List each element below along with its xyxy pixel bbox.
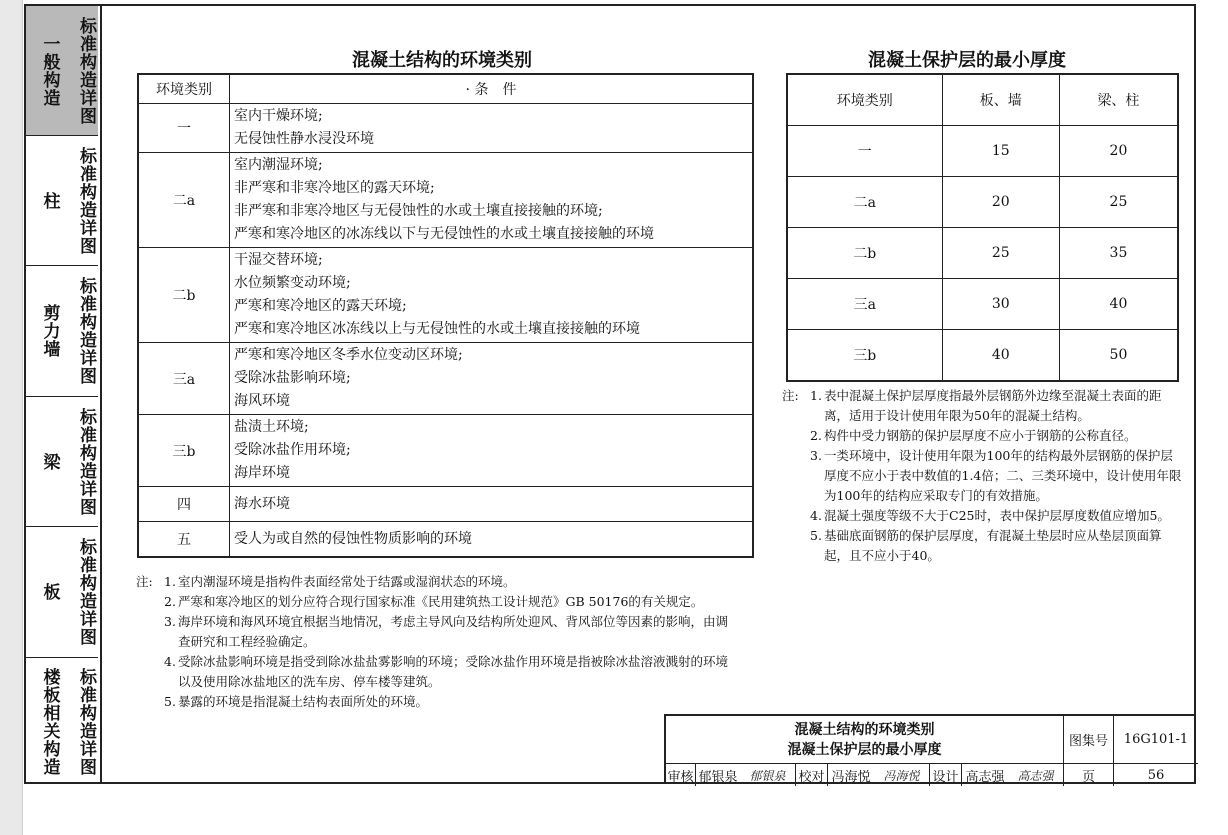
note-indent <box>136 652 164 692</box>
condition-line: 非严寒和非寒冷地区与无侵蚀性的水或土壤直接接触的环境; <box>234 203 603 219</box>
sidebar-tab-label: 板 <box>39 583 60 601</box>
condition-line: 无侵蚀性静水浸没环境 <box>234 131 374 147</box>
sidebar-tab-sublabel: 标准构造详图 <box>76 277 96 385</box>
sidebar-tab-sublabel: 标准构造详图 <box>76 146 96 255</box>
table-header-cell: 板、墙 <box>942 74 1059 126</box>
condition-line: 受除冰盐作用环境; <box>234 442 351 458</box>
table-cell: 三a <box>787 279 942 330</box>
table-cell: 40 <box>942 330 1059 382</box>
title-block <box>664 714 1196 784</box>
note-item <box>136 572 736 592</box>
condition-line: 海岸环境 <box>234 465 290 481</box>
sidebar-tab-beam[interactable] <box>26 397 98 527</box>
condition-line: 严寒和寒冷地区冰冻线以上与无侵蚀性的水或土壤直接接触的环境 <box>234 321 640 337</box>
sidebar-tab-column[interactable] <box>26 136 98 266</box>
note-number: 3. <box>810 448 822 463</box>
sidebar-tab-shear-wall[interactable] <box>26 266 98 397</box>
table-row <box>787 330 1178 382</box>
sidebar-tab-sublabel: 标准构造详图 <box>76 407 96 516</box>
env-category-cell: 四 <box>138 487 230 522</box>
sidebar-tab-sublabel: 标准构造详图 <box>76 16 96 125</box>
note-number: 3. <box>164 614 176 629</box>
note-text: 海岸环境和海风环境宜根据当地情况，考虑主导风向及结构所处迎风、背风部位等因素的影响，由调查研究和工程经验确定。 <box>178 614 729 649</box>
note-number: 1. <box>810 388 822 403</box>
condition-line: 受人为或自然的侵蚀性物质影响的环境 <box>234 530 472 547</box>
drawing-title <box>666 716 1064 764</box>
condition-line: 严寒和寒冷地区冬季水位变动区环境; <box>234 347 463 363</box>
sidebar-tab-general[interactable] <box>26 6 98 136</box>
env-condition-cell <box>230 248 754 343</box>
table-row <box>138 415 753 487</box>
env-category-cell: 五 <box>138 522 230 558</box>
table-row <box>787 126 1178 177</box>
table-cell: 20 <box>1059 126 1178 177</box>
designer-signature: 高志强 <box>1008 764 1064 786</box>
condition-line: 水位频繁变动环境; <box>234 275 351 291</box>
table-cell: 40 <box>1059 279 1178 330</box>
note-indent <box>782 446 810 506</box>
note-item <box>782 426 1182 446</box>
designer-name: 高志强 <box>965 769 1005 785</box>
design-label: 设计 <box>930 764 962 786</box>
check-label: 校对 <box>796 764 828 786</box>
atlas-number: 16G101-1 <box>1114 716 1198 764</box>
env-category-cell: 一 <box>138 104 230 153</box>
env-condition-cell <box>230 343 754 415</box>
env-condition-cell <box>230 104 754 153</box>
env-condition-cell <box>230 415 754 487</box>
note-item <box>782 506 1182 526</box>
note-text: 室内潮湿环境是指构件表面经常处于结露或湿润状态的环境。 <box>178 574 516 589</box>
sidebar-tab-label: 一般构造 <box>39 34 60 107</box>
sidebar-tab-floor-related[interactable] <box>26 658 98 786</box>
atlas-label: 图集号 <box>1064 716 1114 764</box>
condition-line: 海水环境 <box>234 495 290 512</box>
sidebar-tab-sublabel: 标准构造详图 <box>76 538 96 646</box>
table-header-cell: 环境类别 <box>787 74 942 126</box>
sidebar-tab-label: 剪力墙 <box>39 304 60 358</box>
note-number: 5. <box>164 694 176 709</box>
table-cell: 20 <box>942 177 1059 228</box>
env-condition-cell <box>230 522 754 558</box>
condition-line: 室内潮湿环境; <box>234 157 323 173</box>
table-cell: 二b <box>787 228 942 279</box>
drawing-title-line: 混凝土结构的环境类别 <box>794 721 935 738</box>
sidebar-tab-sublabel: 标准构造详图 <box>76 668 96 776</box>
note-item <box>136 652 736 692</box>
table-cell: 50 <box>1059 330 1178 382</box>
table-row <box>138 343 753 415</box>
table-row <box>787 228 1178 279</box>
table-row <box>138 487 753 522</box>
table-row <box>138 522 753 558</box>
table-header-row <box>138 74 753 104</box>
note-number: 2. <box>810 428 822 443</box>
condition-line: 海风环境 <box>234 393 290 409</box>
note-item <box>782 526 1182 566</box>
note-indent <box>782 426 810 446</box>
table-cell: 25 <box>1059 177 1178 228</box>
env-category-cell: 三b <box>138 415 230 487</box>
condition-line: 干湿交替环境; <box>234 252 323 268</box>
cover-table-title: 混凝土保护层的最小厚度 <box>868 50 1066 71</box>
table-header-cell: 环境类别 <box>138 74 230 104</box>
table-cell: 30 <box>942 279 1059 330</box>
env-category-cell: 三a <box>138 343 230 415</box>
note-number: 1. <box>164 574 176 589</box>
review-label: 审核 <box>666 764 696 786</box>
note-number: 4. <box>164 654 176 669</box>
env-table-title: 混凝土结构的环境类别 <box>352 50 532 71</box>
note-item <box>136 592 736 612</box>
table-row <box>138 104 753 153</box>
note-item <box>136 692 736 712</box>
condition-line: 受除冰盐影响环境; <box>234 370 351 386</box>
condition-line: 盐渍土环境; <box>234 419 309 435</box>
table-header-cell: 梁、柱 <box>1059 74 1178 126</box>
sidebar-tab-label: 柱 <box>39 191 60 210</box>
note-text: 混凝土强度等级不大于C25时，表中保护层厚度数值应增加5。 <box>824 508 1170 523</box>
page-label: 页 <box>1064 764 1114 786</box>
condition-line: 非严寒和非寒冷地区的露天环境; <box>234 180 435 196</box>
sidebar-tab-slab[interactable] <box>26 527 98 658</box>
page-number: 56 <box>1147 767 1165 783</box>
sidebar-tab-label: 梁 <box>39 452 60 471</box>
note-indent <box>136 612 164 652</box>
sidebar-tab-label: 楼板相关构造 <box>39 668 60 776</box>
note-text: 表中混凝土保护层厚度指最外层钢筋外边缘至混凝土表面的距离，适用于设计使用年限为50年的混凝土结构。 <box>824 388 1162 423</box>
table-cell: 一 <box>787 126 942 177</box>
env-category-cell: 二b <box>138 248 230 343</box>
note-item <box>782 386 1182 426</box>
note-number: 2. <box>164 594 176 609</box>
env-category-cell: 二a <box>138 153 230 248</box>
note-indent <box>136 592 164 612</box>
note-label: 注: <box>782 388 799 403</box>
note-indent <box>782 526 810 566</box>
table-cell: 三b <box>787 330 942 382</box>
env-condition-cell <box>230 487 754 522</box>
note-number: 5. <box>810 528 822 543</box>
reviewer-signature: 郁银泉 <box>740 764 796 786</box>
cover-notes <box>782 386 1182 566</box>
condition-line: 严寒和寒冷地区的露天环境; <box>234 298 407 314</box>
table-row <box>138 248 753 343</box>
table-cell: 二a <box>787 177 942 228</box>
table-row <box>787 177 1178 228</box>
note-text: 受除冰盐影响环境是指受到除冰盐盐雾影响的环境；受除冰盐作用环境是指被除冰盐溶液溅射的环境以及使用除冰盐地区的洗车房、停车楼等建筑。 <box>178 654 729 689</box>
cover-thickness-table <box>786 73 1179 382</box>
note-text: 严寒和寒冷地区的划分应符合现行国家标准《民用建筑热工设计规范》GB 50176的有关规定。 <box>178 594 704 609</box>
drawing-title-line: 混凝土保护层的最小厚度 <box>787 741 942 758</box>
table-row <box>138 153 753 248</box>
table-header-row <box>787 74 1178 126</box>
table-row <box>787 279 1178 330</box>
note-text: 一类环境中，设计使用年限为100年的结构最外层钢筋的保护层厚度不应小于表中数值的1.4倍；二、三类环境中，设计使用年限为100年的结构应采取专门的有效措施。 <box>824 448 1182 503</box>
note-text: 构件中受力钢筋的保护层厚度不应小于钢筋的公称直径。 <box>824 428 1137 443</box>
env-condition-cell <box>230 153 754 248</box>
table-cell: 15 <box>942 126 1059 177</box>
env-notes <box>136 572 736 712</box>
checker-name: 冯海悦 <box>831 769 871 785</box>
sidebar <box>26 6 102 782</box>
note-indent <box>136 692 164 712</box>
condition-line: 严寒和寒冷地区的冰冻线以下与无侵蚀性的水或土壤直接接触的环境 <box>234 226 654 242</box>
drawing-sheet <box>24 4 1196 784</box>
table-cell: 35 <box>1059 228 1178 279</box>
env-category-table <box>137 73 754 558</box>
condition-line: 室内干燥环境; <box>234 108 323 124</box>
note-item <box>136 612 736 652</box>
table-cell: 25 <box>942 228 1059 279</box>
checker-signature: 冯海悦 <box>874 764 930 786</box>
note-indent <box>782 506 810 526</box>
note-text: 基础底面钢筋的保护层厚度，有混凝土垫层时应从垫层顶面算起，且不应小于40。 <box>824 528 1162 563</box>
reviewer-name: 郁银泉 <box>698 769 738 785</box>
table-header-cell: · 条 件 <box>230 74 754 104</box>
note-text: 暴露的环境是指混凝土结构表面所处的环境。 <box>178 694 429 709</box>
scan-edge <box>0 0 23 835</box>
note-label: 注: <box>136 574 153 589</box>
note-item <box>782 446 1182 506</box>
note-number: 4. <box>810 508 822 523</box>
